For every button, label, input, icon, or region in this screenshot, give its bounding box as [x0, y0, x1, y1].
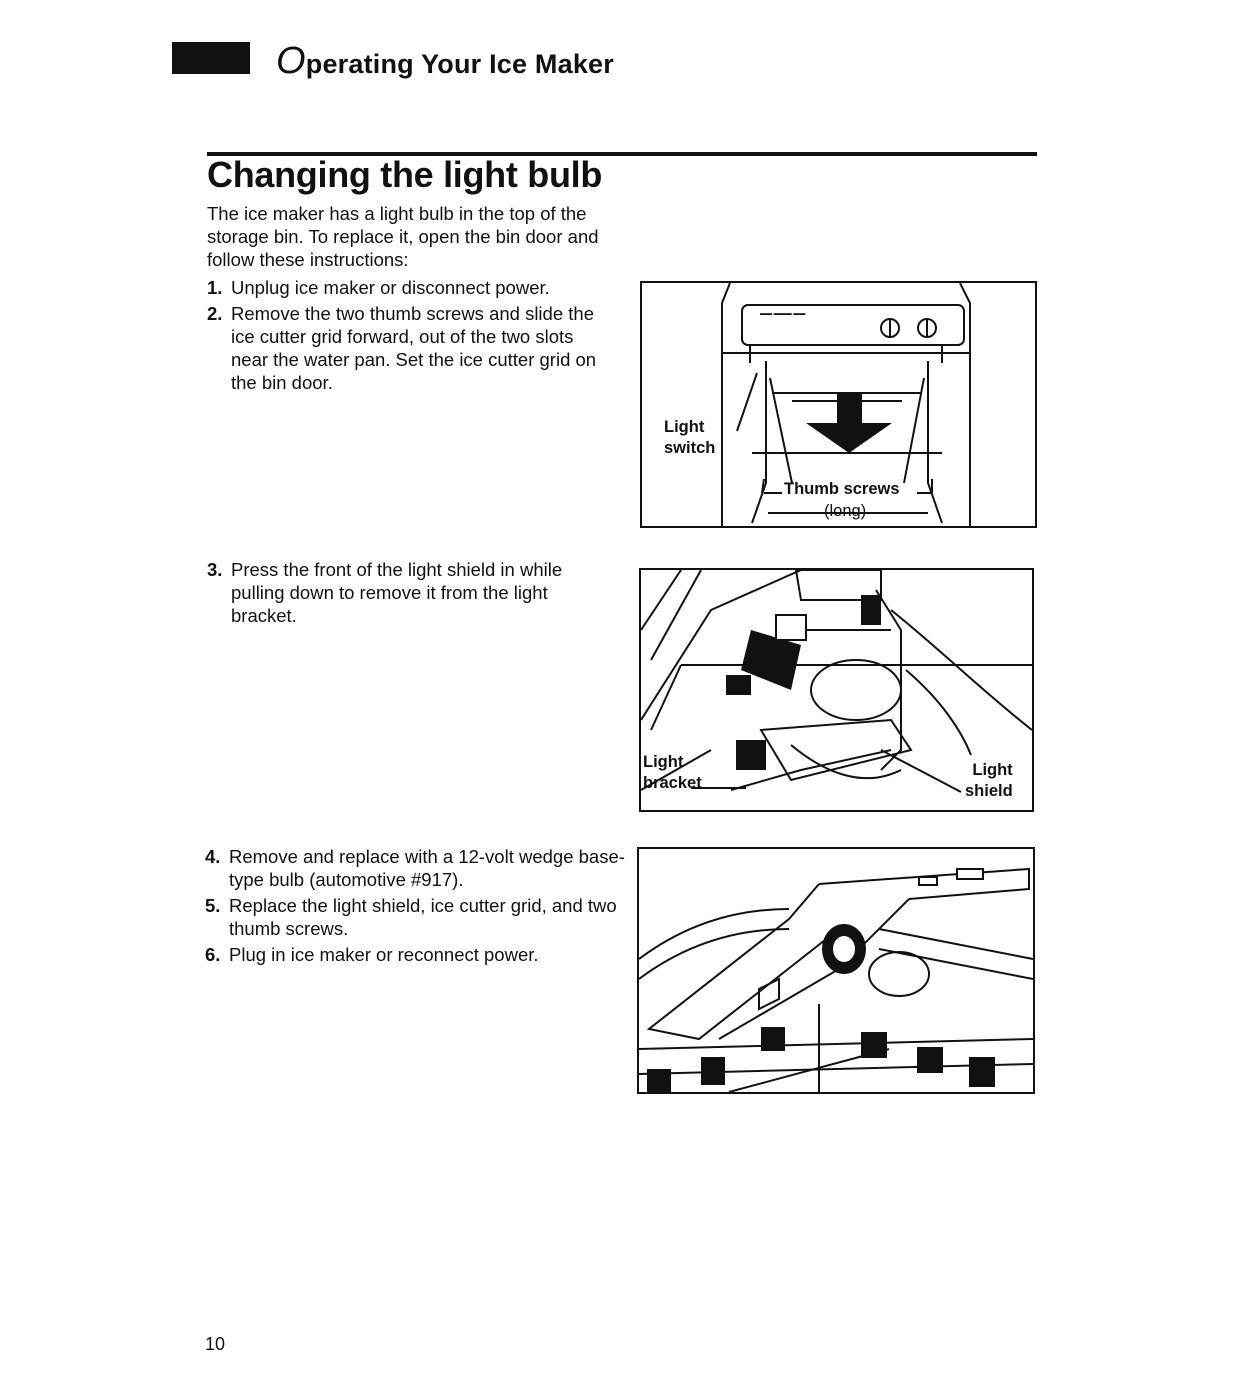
page-number: 10 — [205, 1334, 226, 1354]
thumb-screws-label: Thumb screws — [784, 480, 900, 498]
steps-list-2 — [207, 558, 607, 630]
steps-list-3 — [205, 845, 625, 969]
step-item: 3. Press the front of the light shield in while pulling down to remove it from the light bracket. — [207, 559, 563, 626]
page-header-title: Operating Your Ice Maker — [276, 40, 614, 82]
light-switch-label: Light switch — [664, 418, 716, 457]
steps-list-1 — [207, 276, 607, 397]
section-title: Changing the light bulb — [207, 154, 603, 195]
thumb-screws-note: (long) — [824, 502, 867, 520]
step-item: 4. Remove and replace with a 12-volt wedge base-type bulb (automotive #917). — [205, 846, 625, 890]
light-shield-label: Light shield — [965, 761, 1013, 800]
step-item: 2. Remove the two thumb screws and slide the ice cutter grid forward, out of the two slots near the water pan. Set the ice cutter grid on the bin door. — [207, 303, 597, 393]
figure-bulb-replacement — [637, 847, 1035, 1094]
svg-text:▬▬ ▬▬▬ ▬▬: ▬▬ ▬▬▬ ▬▬ — [760, 311, 806, 317]
step-item: 1. Unplug ice maker or disconnect power. — [207, 277, 550, 298]
step-item: 5. Replace the light shield, ice cutter grid, and two thumb screws. — [205, 895, 617, 939]
intro-paragraph: The ice maker has a light bulb in the top of the storage bin. To replace it, open the bin door and follow these instructions: — [207, 203, 599, 270]
figure-light-shield-removal — [639, 568, 1034, 812]
step-item: 6. Plug in ice maker or reconnect power. — [205, 944, 539, 965]
bulb-replacement-illustration — [639, 849, 1033, 1092]
light-bracket-label: Light bracket — [643, 753, 702, 792]
figure-ice-maker-front — [640, 281, 1037, 528]
ice-maker-logo-icon — [172, 42, 250, 74]
